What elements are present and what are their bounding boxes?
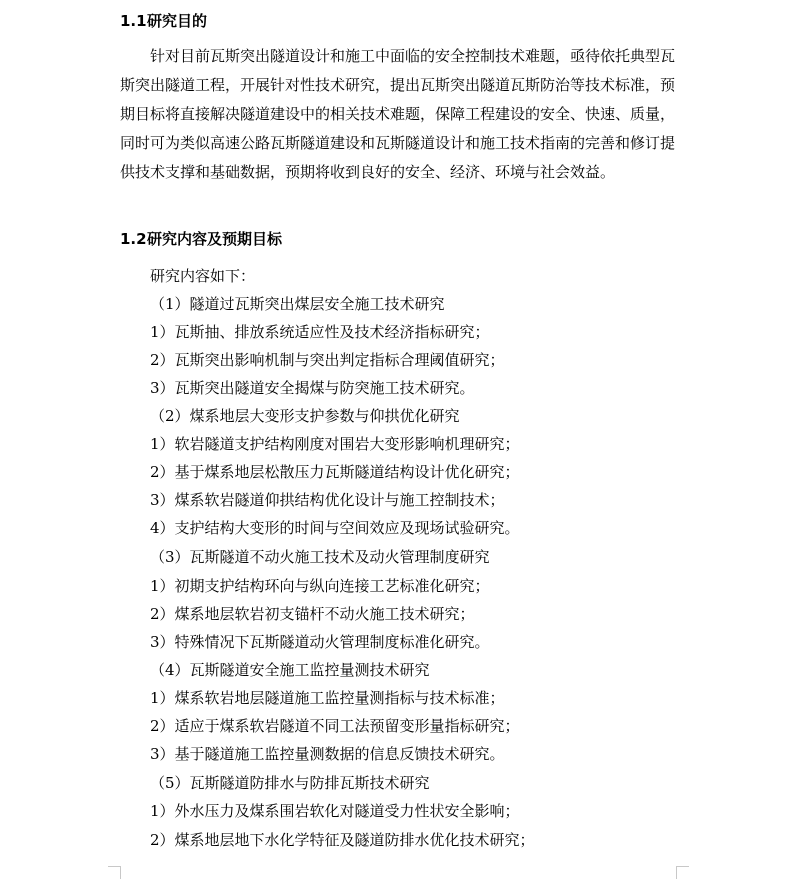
section-heading-1-1 (120, 11, 207, 31)
list-item: 1）瓦斯抽、排放系统适应性及技术经济指标研究； (150, 323, 490, 341)
paragraph-text: 针对目前瓦斯突出隧道设计和施工中面临的安全控制技术难题，亟待依托典型瓦斯突出隧道工程，开展针对性技术研究，提出瓦斯突出隧道瓦斯防治等技术标准，预期目标将直接解决隧道建设中的相关技术难题，保障工程建设的安全、快速、质量，同时可为类似高速公路瓦斯隧道建设和瓦斯隧道设计和施工技术指南的完善和修订提供技术支撑和基础数据，预期将收到良好的安全、经济、环境与社会效益。 (120, 47, 676, 181)
section-title: 研究目的 (147, 12, 208, 30)
list-item: 1）外水压力及煤系围岩软化对隧道受力性状安全影响； (150, 802, 520, 820)
list-item: 3）特殊情况下瓦斯隧道动火管理制度标准化研究。 (150, 633, 490, 651)
list-item: 2）基于煤系地层松散压力瓦斯隧道结构设计优化研究； (150, 463, 520, 481)
list-item: 1）初期支护结构环向与纵向连接工艺标准化研究； (150, 577, 490, 595)
section-title: 研究内容及预期目标 (147, 230, 283, 248)
list-item: 1）煤系软岩地层隧道施工监控量测指标与技术标准； (150, 689, 505, 707)
section-number: 1.1 (120, 12, 147, 30)
list-item: 2）煤系地层地下水化学特征及隧道防排水优化技术研究； (150, 831, 535, 849)
page-corner-marker-left (108, 866, 121, 879)
list-item: 3）煤系软岩隧道仰拱结构优化设计与施工控制技术； (150, 491, 505, 509)
list-heading-3: （3）瓦斯隧道不动火施工技术及动火管理制度研究 (150, 548, 490, 566)
page-corner-marker-right (676, 866, 689, 879)
list-item: 1）软岩隧道支护结构刚度对围岩大变形影响机理研究； (150, 435, 520, 453)
section-paragraph (120, 42, 675, 187)
list-heading-4: （4）瓦斯隧道安全施工监控量测技术研究 (150, 661, 430, 679)
list-heading-5: （5）瓦斯隧道防排水与防排瓦斯技术研究 (150, 774, 430, 792)
list-item: 4）支护结构大变形的时间与空间效应及现场试验研究。 (150, 519, 520, 537)
list-item: 2）瓦斯突出影响机制与突出判定指标合理阈值研究； (150, 351, 505, 369)
list-item: 2）煤系地层软岩初支锚杆不动火施工技术研究； (150, 605, 475, 623)
list-heading-2: （2）煤系地层大变形支护参数与仰拱优化研究 (150, 407, 460, 425)
content-intro: 研究内容如下： (150, 267, 256, 285)
list-item: 3）基于隧道施工监控量测数据的信息反馈技术研究。 (150, 745, 505, 763)
list-heading-1: （1）隧道过瓦斯突出煤层安全施工技术研究 (150, 295, 445, 313)
section-number: 1.2 (120, 230, 147, 248)
list-item: 2）适应于煤系软岩隧道不同工法预留变形量指标研究； (150, 717, 520, 735)
section-heading-1-2 (120, 229, 282, 249)
list-item: 3）瓦斯突出隧道安全揭煤与防突施工技术研究。 (150, 379, 475, 397)
